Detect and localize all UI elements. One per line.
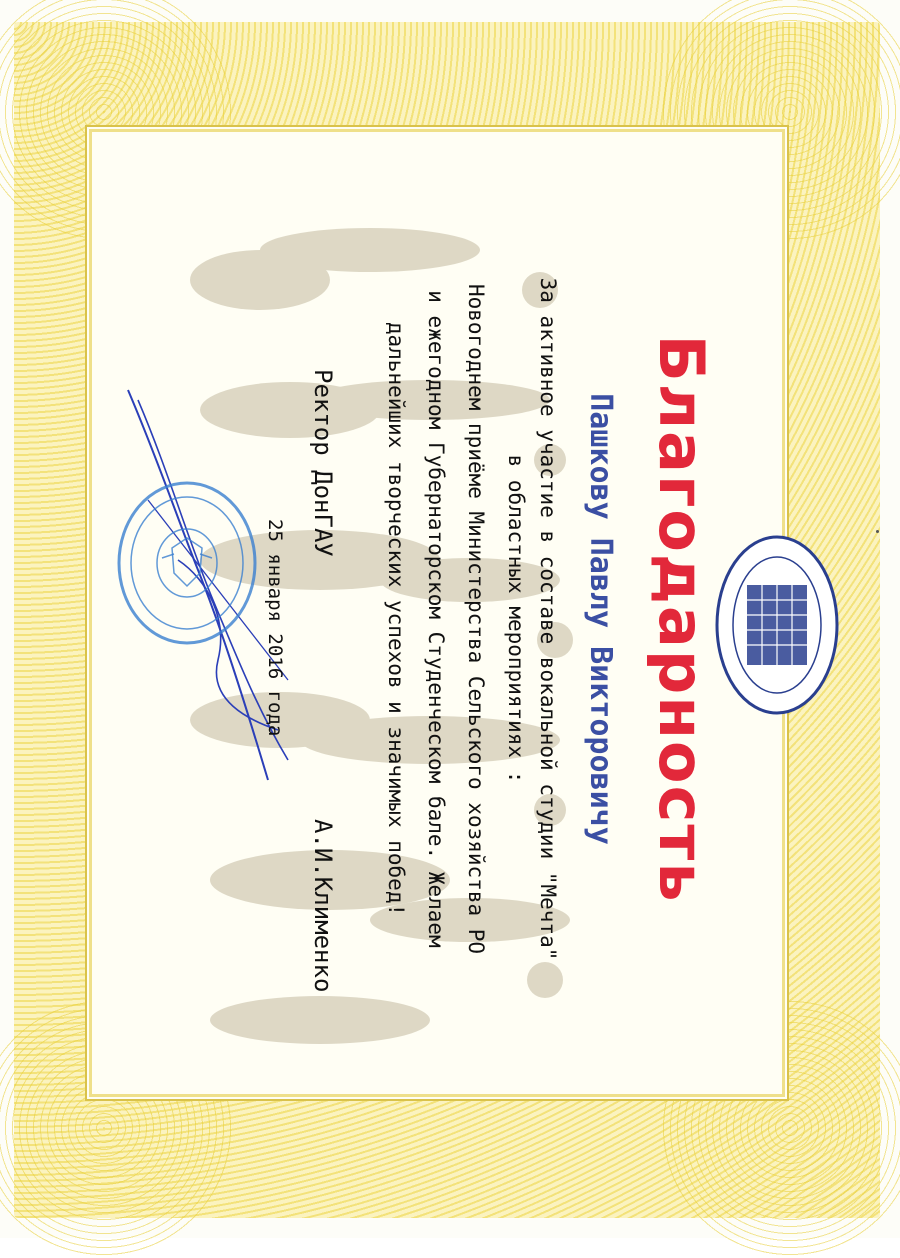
rector-label: Ректор ДонГАУ xyxy=(309,369,337,557)
certificate-text-block xyxy=(190,119,718,1119)
body-line-1: За активное участие в составе вокальной студии "Мечта" xyxy=(536,277,560,961)
recipient-name: Пашкову Павлу Викторовичу xyxy=(583,393,618,845)
body-line-2: в областных мероприятиях : xyxy=(504,454,528,784)
scan-speck xyxy=(876,530,879,533)
body-line-4: и ежегодном Губернаторском Студенческом бале. Желаем xyxy=(424,290,448,948)
certificate-title: Благодарность xyxy=(645,334,718,904)
body-line-5: дальнейших творческих успехов и значимых побед! xyxy=(384,321,408,917)
university-logo xyxy=(712,530,842,720)
signer-name: А.И.Клименко xyxy=(309,819,337,993)
body-line-3: Новогоднем приёме Министерства Сельского хозяйства РО xyxy=(464,283,488,955)
issue-date: 25 января 2016 года xyxy=(264,519,286,737)
